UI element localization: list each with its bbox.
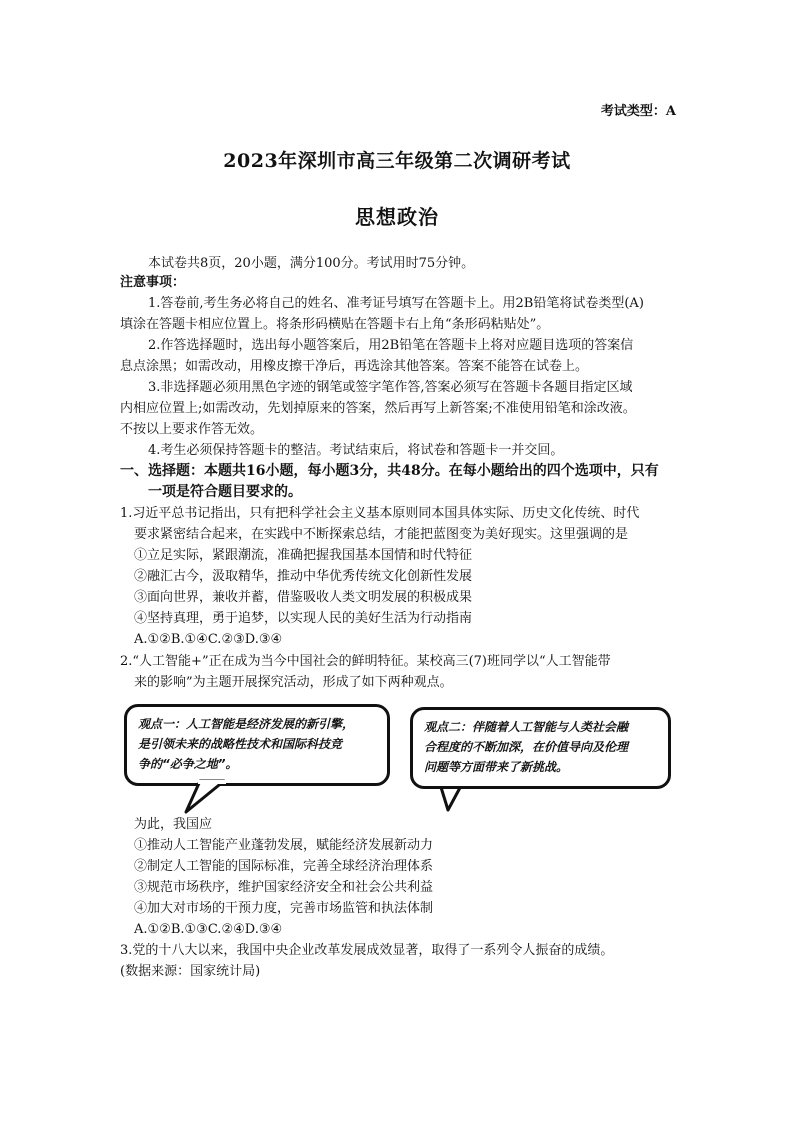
question-1-answers: A.①②B.①④C.②③D.③④: [134, 632, 283, 647]
question-2-stem: 2.“人工智能+”正在成为当今中国社会的鲜明特征。某校高三(7)班同学以“人工智能带: [120, 654, 611, 669]
bubble-1-text: 是引领未来的战略性技术和国际科技竞: [138, 737, 343, 751]
paper-summary: 本试卷共8页，20小题，满分100分。考试用时75分钟。: [148, 256, 475, 271]
bubble-1-text: 观点一：人工智能是经济发展的新引擎，: [138, 717, 355, 731]
bubble-2-text: 问题等方面带来了新挑战。: [424, 760, 569, 774]
question-2-option: ④加大对市场的干预力度，完善市场监管和执法体制: [134, 901, 434, 916]
question-1-stem-cont: 要求紧密结合起来，在实践中不断探索总结，才能把蓝图变为美好现实。这里强调的是: [134, 527, 629, 542]
notice-line: 2.作答选择题时，选出每小题答案后，用2B铅笔在答题卡上将对应题目选项的答案信: [148, 338, 634, 353]
exam-title: 2023年深圳市高三年级第二次调研考试: [223, 150, 571, 172]
notice-heading: 注意事项：: [120, 275, 186, 290]
question-2-lead: 为此，我国应: [134, 817, 213, 832]
question-3-stem: 3.党的十八大以来，我国中央企业改革发展成效显著，取得了一系列令人振奋的成绩。: [120, 943, 614, 958]
question-2-option: ②制定人工智能的国际标准，完善全球经济治理体系: [134, 859, 434, 874]
bubble-2-text: 观点二：伴随着人工智能与人类社会融: [424, 720, 629, 734]
section-heading-cont: 一项是符合题目要求的。: [148, 484, 302, 500]
section-heading: 一、选择题：本题共16小题，每小题3分，共48分。在每小题给出的四个选项中，只有: [120, 463, 659, 479]
question-1-stem: 1.习近平总书记指出，只有把科学社会主义基本原则同本国具体实际、历史文化传统、时代: [120, 506, 640, 521]
question-1-option: ②融汇古今，汲取精华，推动中华优秀传统文化创新性发展: [134, 569, 473, 584]
question-2-option: ①推动人工智能产业蓬勃发展，赋能经济发展新动力: [134, 838, 434, 853]
notice-line: 息点涂黑；如需改动，用橡皮擦干净后，再选涂其他答案。答案不能答在试卷上。: [120, 359, 589, 374]
question-2-answers: A.①②B.①③C.②④D.③④: [134, 922, 283, 937]
question-2-stem-cont: 来的影响”为主题开展探究活动，形成了如下两种观点。: [134, 675, 453, 690]
notice-line: 填涂在答题卡相应位置上。将条形码横贴在答题卡右上角“条形码粘贴处”。: [120, 317, 550, 332]
question-1-option: ③面向世界，兼收并蓄，借鉴吸收人类文明发展的积极成果: [134, 590, 473, 605]
question-1-option: ①立足实际，紧跟潮流，准确把握我国基本国情和时代特征: [134, 548, 473, 563]
notice-line: 1.答卷前,考生务必将自己的姓名、准考证号填写在答题卡上。用2B铅笔将试卷类型(A): [148, 296, 644, 311]
bubble-2-text: 合程度的不断加深，在价值导向及伦理: [424, 740, 629, 754]
bubble-1-text: 争的“必争之地”。: [138, 757, 238, 771]
data-source-note: (数据来源：国家统计局): [120, 964, 261, 979]
notice-line: 4.考生必须保持答题卡的整洁。考试结束后，将试卷和答题卡一并交回。: [148, 443, 564, 458]
question-2-option: ③规范市场秩序，维护国家经济安全和社会公共利益: [134, 880, 434, 895]
notice-line: 3.非选择题必须用黑色字迹的钢笔或签字笔作答,答案必须写在答题卡各题目指定区域: [148, 380, 633, 395]
subject-title: 思想政治: [355, 205, 439, 229]
notice-line: 内相应位置上;如需改动，先划掉原来的答案，然后再写上新答案;不准使用铅笔和涂改液。: [120, 401, 636, 416]
question-1-option: ④坚持真理，勇于追梦，以实现人民的美好生活为行动指南: [134, 611, 473, 626]
exam-type-label: 考试类型：A: [600, 104, 676, 119]
notice-line: 不按以上要求作答无效。: [120, 422, 264, 437]
